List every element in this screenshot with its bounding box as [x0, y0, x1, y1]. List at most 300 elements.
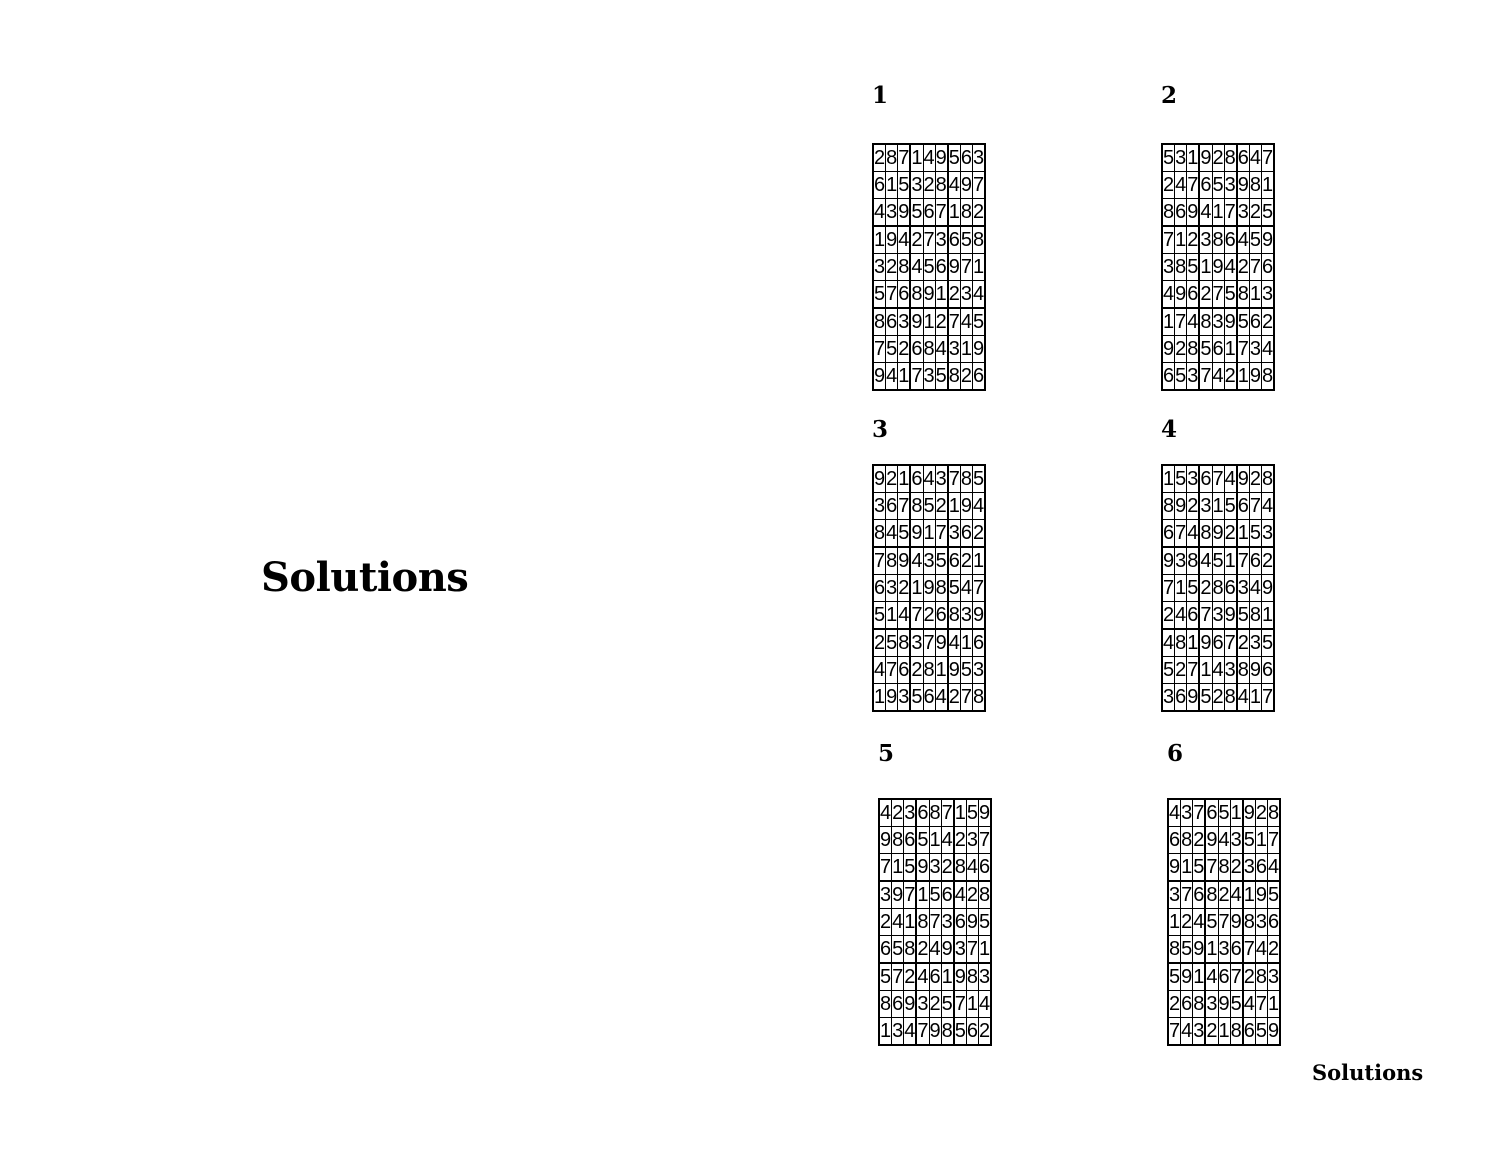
- grid-row: [1168, 827, 1280, 854]
- grid-cell: 5: [1168, 963, 1181, 991]
- grid-cell: 1: [1262, 172, 1275, 199]
- grid-cell: 8: [1224, 144, 1237, 172]
- grid-cell: 1: [1224, 336, 1237, 363]
- grid-cell: 2: [1237, 254, 1250, 281]
- grid-cell: 6: [886, 493, 898, 520]
- grid-cell: 8: [1218, 854, 1230, 882]
- grid-cell: 9: [1168, 854, 1181, 882]
- grid-row: [1162, 363, 1274, 391]
- grid-cell: 6: [886, 308, 898, 336]
- grid-row: [873, 465, 985, 493]
- grid-cell: 7: [1193, 799, 1206, 827]
- grid-cell: 8: [1237, 657, 1250, 684]
- grid-cell: 1: [1212, 199, 1224, 227]
- grid-cell: 8: [973, 226, 986, 254]
- grid-cell: 4: [1249, 575, 1261, 602]
- grid-cell: 1: [898, 363, 911, 391]
- grid-cell: 2: [960, 363, 972, 391]
- grid-cell: 4: [979, 991, 992, 1018]
- grid-cell: 1: [1162, 465, 1175, 493]
- grid-cell: 9: [1255, 881, 1267, 909]
- grid-cell: 7: [1237, 547, 1250, 575]
- grid-cell: 4: [898, 602, 911, 630]
- puzzle-number: 5: [878, 740, 895, 767]
- grid-cell: 1: [1268, 991, 1281, 1018]
- grid-cell: 7: [1175, 308, 1187, 336]
- grid-cell: 9: [910, 520, 923, 548]
- grid-cell: 4: [1268, 854, 1281, 882]
- grid-cell: 6: [1175, 199, 1187, 227]
- grid-cell: 6: [879, 936, 892, 964]
- grid-cell: 8: [1237, 281, 1250, 309]
- grid-row: [1162, 520, 1274, 548]
- puzzle-number: 3: [872, 416, 889, 443]
- grid-cell: 9: [973, 602, 986, 630]
- grid-cell: 7: [1212, 465, 1224, 493]
- grid-cell: 2: [935, 308, 948, 336]
- grid-cell: 1: [973, 254, 986, 281]
- grid-row: [879, 963, 991, 991]
- grid-cell: 1: [948, 493, 961, 520]
- grid-cell: 2: [923, 602, 935, 630]
- grid-cell: 1: [873, 226, 886, 254]
- grid-cell: 5: [1175, 363, 1187, 391]
- grid-cell: 7: [923, 226, 935, 254]
- grid-cell: 4: [886, 520, 898, 548]
- grid-cell: 5: [979, 909, 992, 936]
- grid-cell: 9: [935, 629, 948, 657]
- grid-cell: 2: [948, 281, 961, 309]
- grid-cell: 6: [1243, 1018, 1256, 1046]
- grid-cell: 2: [886, 254, 898, 281]
- grid-cell: 4: [1162, 281, 1175, 309]
- grid-cell: 8: [904, 936, 917, 964]
- grid-cell: 2: [873, 629, 886, 657]
- grid-cell: 6: [1187, 281, 1200, 309]
- grid-cell: 5: [1262, 199, 1275, 227]
- grid-cell: 4: [1230, 881, 1243, 909]
- grid-row: [873, 684, 985, 712]
- grid-cell: 3: [1243, 854, 1256, 882]
- grid-row: [1162, 547, 1274, 575]
- grid-cell: 1: [1212, 493, 1224, 520]
- grid-cell: 3: [1199, 493, 1212, 520]
- grid-cell: 8: [1249, 602, 1261, 630]
- grid-cell: 4: [923, 144, 935, 172]
- grid-row: [873, 602, 985, 630]
- grid-cell: 3: [1181, 799, 1193, 827]
- grid-cell: 2: [966, 881, 978, 909]
- grid-cell: 2: [1212, 684, 1224, 712]
- grid-cell: 1: [873, 684, 886, 712]
- grid-cell: 3: [904, 799, 917, 827]
- grid-cell: 5: [1187, 575, 1200, 602]
- grid-cell: 4: [1199, 547, 1212, 575]
- grid-cell: 3: [1212, 602, 1224, 630]
- grid-cell: 1: [923, 520, 935, 548]
- grid-row: [1162, 308, 1274, 336]
- grid-cell: 7: [898, 144, 911, 172]
- grid-row: [879, 991, 991, 1018]
- grid-cell: 2: [973, 199, 986, 227]
- grid-cell: 1: [929, 827, 941, 854]
- grid-cell: 3: [1212, 308, 1224, 336]
- grid-row: [873, 520, 985, 548]
- grid-row: [1162, 575, 1274, 602]
- sudoku-grid: [872, 143, 986, 391]
- grid-cell: 3: [954, 936, 967, 964]
- grid-cell: 2: [973, 520, 986, 548]
- grid-cell: 8: [960, 199, 972, 227]
- grid-cell: 8: [960, 465, 972, 493]
- grid-cell: 4: [1237, 226, 1250, 254]
- grid-cell: 8: [1168, 936, 1181, 964]
- grid-cell: 3: [1168, 881, 1181, 909]
- grid-cell: 4: [1255, 936, 1267, 964]
- grid-cell: 6: [929, 963, 941, 991]
- grid-cell: 2: [898, 575, 911, 602]
- grid-cell: 4: [973, 281, 986, 309]
- grid-cell: 4: [910, 547, 923, 575]
- grid-cell: 7: [1262, 684, 1275, 712]
- grid-cell: 5: [898, 520, 911, 548]
- grid-cell: 1: [910, 144, 923, 172]
- sudoku-grid: [1161, 464, 1275, 712]
- grid-cell: 5: [1237, 602, 1250, 630]
- grid-cell: 7: [973, 172, 986, 199]
- grid-cell: 9: [935, 144, 948, 172]
- grid-cell: 6: [1230, 936, 1243, 964]
- grid-cell: 2: [1237, 629, 1250, 657]
- grid-cell: 2: [1181, 909, 1193, 936]
- grid-cell: 7: [1205, 854, 1218, 882]
- grid-cell: 5: [873, 602, 886, 630]
- grid-cell: 3: [1237, 575, 1250, 602]
- grid-cell: 3: [973, 144, 986, 172]
- grid-cell: 8: [1249, 172, 1261, 199]
- grid-cell: 6: [1205, 799, 1218, 827]
- grid-cell: 9: [873, 465, 886, 493]
- grid-row: [873, 172, 985, 199]
- grid-cell: 5: [886, 336, 898, 363]
- grid-row: [873, 281, 985, 309]
- grid-row: [879, 909, 991, 936]
- grid-cell: 1: [1243, 881, 1256, 909]
- grid-cell: 7: [935, 520, 948, 548]
- grid-cell: 2: [892, 799, 904, 827]
- grid-row: [1168, 991, 1280, 1018]
- grid-cell: 5: [1162, 657, 1175, 684]
- grid-cell: 7: [966, 936, 978, 964]
- grid-row: [1162, 199, 1274, 227]
- grid-cell: 1: [1255, 827, 1267, 854]
- grid-cell: 9: [898, 199, 911, 227]
- grid-cell: 7: [904, 881, 917, 909]
- grid-cell: 7: [1175, 520, 1187, 548]
- grid-cell: 4: [916, 963, 929, 991]
- grid-cell: 7: [1224, 199, 1237, 227]
- grid-row: [873, 363, 985, 391]
- page-title: Solutions: [261, 554, 469, 601]
- grid-cell: 4: [1237, 684, 1250, 712]
- grid-row: [1162, 684, 1274, 712]
- grid-cell: 9: [923, 281, 935, 309]
- grid-cell: 3: [910, 629, 923, 657]
- grid-cell: 6: [948, 547, 961, 575]
- grid-cell: 8: [1193, 991, 1206, 1018]
- grid-cell: 9: [1199, 629, 1212, 657]
- grid-cell: 2: [1218, 881, 1230, 909]
- grid-cell: 9: [1212, 520, 1224, 548]
- grid-cell: 4: [1162, 629, 1175, 657]
- grid-cell: 1: [1224, 547, 1237, 575]
- grid-cell: 7: [1218, 909, 1230, 936]
- grid-cell: 5: [935, 363, 948, 391]
- grid-cell: 4: [948, 172, 961, 199]
- sudoku-grid: [878, 798, 992, 1046]
- grid-cell: 2: [954, 827, 967, 854]
- grid-cell: 2: [929, 991, 941, 1018]
- grid-cell: 7: [1262, 144, 1275, 172]
- grid-cell: 2: [910, 657, 923, 684]
- grid-cell: 9: [960, 493, 972, 520]
- grid-cell: 2: [948, 684, 961, 712]
- grid-cell: 9: [1187, 684, 1200, 712]
- grid-cell: 8: [935, 172, 948, 199]
- grid-cell: 6: [1199, 172, 1212, 199]
- grid-cell: 3: [916, 991, 929, 1018]
- grid-cell: 1: [1199, 254, 1212, 281]
- grid-cell: 6: [923, 684, 935, 712]
- grid-cell: 9: [1162, 336, 1175, 363]
- grid-cell: 8: [1187, 547, 1200, 575]
- grid-cell: 3: [1230, 827, 1243, 854]
- grid-cell: 1: [935, 657, 948, 684]
- grid-row: [873, 629, 985, 657]
- grid-cell: 9: [1224, 308, 1237, 336]
- grid-cell: 4: [1168, 799, 1181, 827]
- grid-cell: 5: [966, 799, 978, 827]
- grid-cell: 1: [1168, 909, 1181, 936]
- grid-cell: 1: [1249, 684, 1261, 712]
- grid-cell: 2: [1262, 547, 1275, 575]
- grid-cell: 5: [973, 308, 986, 336]
- grid-row: [879, 799, 991, 827]
- grid-cell: 8: [1162, 493, 1175, 520]
- grid-cell: 3: [979, 963, 992, 991]
- grid-cell: 9: [954, 963, 967, 991]
- grid-cell: 7: [886, 657, 898, 684]
- grid-cell: 7: [892, 963, 904, 991]
- puzzle-number: 2: [1161, 82, 1178, 109]
- grid-cell: 6: [892, 991, 904, 1018]
- grid-row: [873, 657, 985, 684]
- grid-cell: 3: [1175, 144, 1187, 172]
- grid-cell: 1: [910, 575, 923, 602]
- grid-cell: 6: [1262, 254, 1275, 281]
- grid-cell: 4: [1187, 308, 1200, 336]
- grid-cell: 7: [910, 602, 923, 630]
- grid-cell: 1: [879, 1018, 892, 1046]
- grid-cell: 8: [948, 363, 961, 391]
- grid-cell: 7: [948, 308, 961, 336]
- grid-cell: 4: [1224, 254, 1237, 281]
- grid-cell: 7: [929, 909, 941, 936]
- grid-cell: 1: [979, 936, 992, 964]
- grid-cell: 8: [948, 602, 961, 630]
- grid-cell: 6: [1168, 827, 1181, 854]
- grid-row: [1162, 602, 1274, 630]
- grid-cell: 5: [954, 1018, 967, 1046]
- grid-cell: 7: [935, 199, 948, 227]
- grid-cell: 7: [1224, 629, 1237, 657]
- grid-cell: 8: [910, 281, 923, 309]
- grid-cell: 1: [1262, 602, 1275, 630]
- grid-cell: 3: [960, 281, 972, 309]
- grid-cell: 8: [973, 684, 986, 712]
- grid-cell: 7: [1187, 657, 1200, 684]
- grid-cell: 3: [1205, 991, 1218, 1018]
- grid-cell: 1: [904, 909, 917, 936]
- grid-cell: 8: [886, 547, 898, 575]
- grid-cell: 3: [941, 909, 954, 936]
- grid-cell: 4: [1205, 963, 1218, 991]
- grid-cell: 6: [904, 827, 917, 854]
- grid-cell: 5: [1224, 493, 1237, 520]
- grid-cell: 1: [1205, 936, 1218, 964]
- grid-row: [1168, 854, 1280, 882]
- grid-cell: 4: [923, 465, 935, 493]
- grid-cell: 6: [1212, 336, 1224, 363]
- grid-cell: 7: [1162, 575, 1175, 602]
- grid-cell: 7: [1168, 1018, 1181, 1046]
- grid-cell: 1: [935, 281, 948, 309]
- grid-cell: 8: [966, 963, 978, 991]
- grid-cell: 2: [904, 963, 917, 991]
- grid-cell: 6: [898, 657, 911, 684]
- grid-cell: 6: [973, 363, 986, 391]
- grid-cell: 9: [886, 226, 898, 254]
- running-footer: Solutions: [1312, 1060, 1424, 1085]
- grid-cell: 3: [1187, 465, 1200, 493]
- grid-cell: 6: [1162, 520, 1175, 548]
- grid-row: [879, 936, 991, 964]
- grid-cell: 1: [973, 547, 986, 575]
- grid-cell: 2: [935, 493, 948, 520]
- grid-cell: 7: [960, 684, 972, 712]
- grid-cell: 2: [898, 336, 911, 363]
- grid-cell: 9: [1181, 963, 1193, 991]
- grid-cell: 2: [1175, 336, 1187, 363]
- grid-cell: 3: [1187, 363, 1200, 391]
- grid-cell: 4: [941, 827, 954, 854]
- grid-cell: 3: [1199, 226, 1212, 254]
- grid-cell: 5: [1249, 226, 1261, 254]
- grid-cell: 8: [898, 254, 911, 281]
- grid-cell: 2: [1187, 493, 1200, 520]
- grid-cell: 9: [1262, 226, 1275, 254]
- grid-row: [879, 1018, 991, 1046]
- grid-cell: 6: [966, 1018, 978, 1046]
- grid-cell: 4: [873, 657, 886, 684]
- grid-cell: 1: [1249, 281, 1261, 309]
- grid-cell: 4: [892, 909, 904, 936]
- puzzle-number: 1: [872, 82, 889, 109]
- grid-cell: 3: [935, 465, 948, 493]
- grid-cell: 8: [1175, 254, 1187, 281]
- grid-cell: 5: [1205, 909, 1218, 936]
- grid-cell: 9: [1230, 909, 1243, 936]
- grid-cell: 4: [1224, 465, 1237, 493]
- grid-cell: 7: [1187, 172, 1200, 199]
- grid-cell: 3: [1268, 963, 1281, 991]
- grid-row: [873, 199, 985, 227]
- grid-cell: 7: [910, 363, 923, 391]
- grid-cell: 7: [1230, 963, 1243, 991]
- grid-row: [1168, 881, 1280, 909]
- grid-cell: 9: [910, 308, 923, 336]
- grid-cell: 6: [1249, 547, 1261, 575]
- grid-cell: 3: [873, 493, 886, 520]
- grid-cell: 7: [916, 1018, 929, 1046]
- grid-cell: 6: [941, 881, 954, 909]
- grid-cell: 4: [910, 254, 923, 281]
- grid-cell: 1: [1218, 1018, 1230, 1046]
- grid-cell: 9: [1224, 602, 1237, 630]
- grid-cell: 8: [873, 308, 886, 336]
- grid-cell: 2: [1255, 799, 1267, 827]
- grid-cell: 7: [1181, 881, 1193, 909]
- grid-cell: 3: [1224, 172, 1237, 199]
- grid-cell: 9: [879, 827, 892, 854]
- grid-cell: 9: [1237, 465, 1250, 493]
- grid-cell: 7: [948, 465, 961, 493]
- grid-cell: 9: [1262, 575, 1275, 602]
- grid-cell: 9: [1162, 547, 1175, 575]
- grid-cell: 4: [1199, 199, 1212, 227]
- grid-row: [1162, 254, 1274, 281]
- grid-cell: 4: [898, 226, 911, 254]
- grid-cell: 2: [923, 172, 935, 199]
- grid-cell: 6: [1162, 363, 1175, 391]
- grid-cell: 3: [1193, 1018, 1206, 1046]
- grid-cell: 1: [948, 199, 961, 227]
- grid-cell: 3: [929, 854, 941, 882]
- grid-row: [873, 144, 985, 172]
- grid-cell: 6: [910, 465, 923, 493]
- grid-cell: 4: [1249, 144, 1261, 172]
- grid-cell: 2: [1212, 144, 1224, 172]
- grid-cell: 5: [1268, 881, 1281, 909]
- grid-cell: 8: [941, 1018, 954, 1046]
- grid-cell: 4: [1218, 827, 1230, 854]
- grid-cell: 3: [1237, 199, 1250, 227]
- grid-cell: 5: [873, 281, 886, 309]
- grid-cell: 1: [1237, 363, 1250, 391]
- grid-cell: 3: [923, 547, 935, 575]
- grid-cell: 2: [1268, 936, 1281, 964]
- grid-cell: 5: [1249, 520, 1261, 548]
- grid-cell: 5: [923, 493, 935, 520]
- grid-cell: 2: [879, 909, 892, 936]
- grid-cell: 2: [960, 547, 972, 575]
- grid-row: [873, 336, 985, 363]
- grid-cell: 1: [960, 629, 972, 657]
- grid-cell: 5: [916, 827, 929, 854]
- sudoku-grid: [1167, 798, 1281, 1046]
- grid-cell: 3: [886, 199, 898, 227]
- grid-cell: 2: [1162, 602, 1175, 630]
